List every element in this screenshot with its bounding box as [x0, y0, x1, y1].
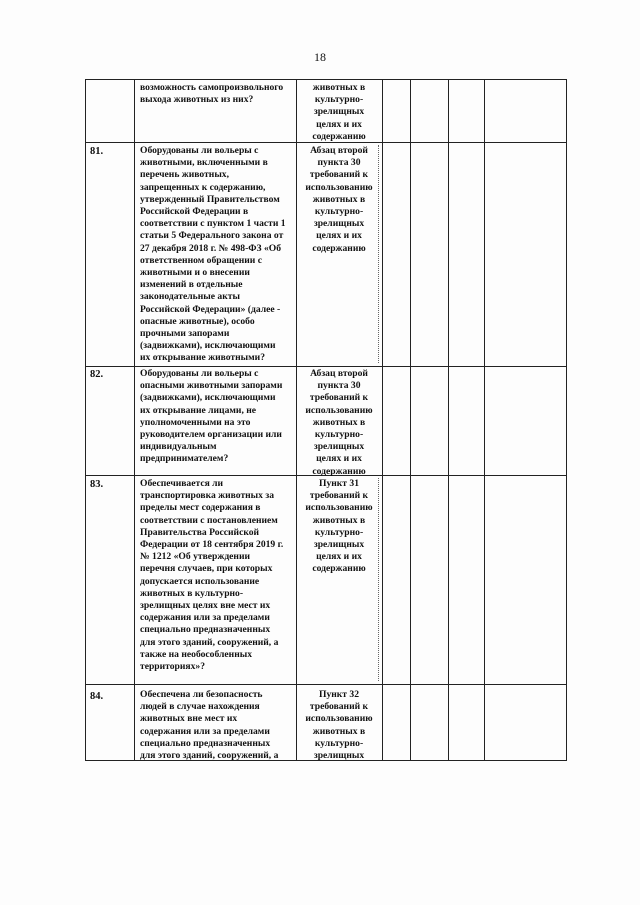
question-text: Обеспечивается ли транспортировка животных за пределы мест содержания в соответствии с постановлением Правительства Российской Федерации от 18 сентября 2019 г. № 1212 «Об утверждении перечня случаев, при которых допускается использование животных в культурно- зрелищных целях вне мест их содержания или за пределами специально предназначенных для этого зданий, сооружений, а также на необособленных территориях»?	[140, 478, 284, 673]
row-divider	[86, 684, 566, 685]
checklist-table	[85, 79, 567, 761]
question-text: Оборудованы ли вольеры с животными, включенными в перечень животных, запрещенных к содержанию, утвержденный Правительством Российской Федерации в соответствии с пунктом 1 части 1 статьи 5 Федерального закона от 27 декабря 2018 г. № 498-ФЗ «Об ответственном обращении с животными и о внесении изменений в отдельные законодательные акты Российской Федерации» (далее - опасные животные), особо прочными запорами (задвижками), исключающими их открывание животными?	[140, 145, 286, 364]
requirement-reference: Пункт 31 требований к использованию животных в культурно- зрелищных целях и их содержанию	[300, 478, 379, 681]
column-divider	[410, 80, 411, 760]
page-number: 18	[314, 50, 326, 64]
column-divider	[484, 80, 485, 760]
row-number: 83.	[90, 479, 104, 490]
requirement-reference: Абзац второй пункта 30 требований к использованию животных в культурно- зрелищных целях и их содержанию	[305, 368, 373, 477]
requirement-reference: Абзац второй пункта 30 требований к использованию животных в культурно- зрелищных целях и их содержанию	[300, 145, 379, 363]
column-divider	[448, 80, 449, 760]
column-divider	[296, 80, 297, 760]
row-number: 82.	[90, 369, 104, 380]
requirement-reference: Пункт 32 требований к использованию животных в культурно- зрелищных	[305, 689, 373, 762]
row-divider	[86, 366, 566, 367]
column-divider	[134, 80, 135, 760]
question-text: Обеспечена ли безопасность людей в случае нахождения животных вне мест их содержания или за пределами специально предназначенных для этого зданий, сооружений, а	[140, 689, 279, 762]
row-number: 81.	[90, 146, 104, 157]
question-text: возможность самопроизвольного выхода животных из них?	[140, 82, 284, 106]
question-text: Оборудованы ли вольеры с опасными животными запорами (задвижками), исключающими их открывание лицами, не уполномоченными на это руководителем организации или индивидуальным предпринимателем?	[140, 368, 283, 465]
requirement-reference: животных в культурно- зрелищных целях и их содержанию	[312, 82, 366, 142]
row-number: 84.	[90, 691, 104, 702]
column-divider	[382, 80, 383, 760]
